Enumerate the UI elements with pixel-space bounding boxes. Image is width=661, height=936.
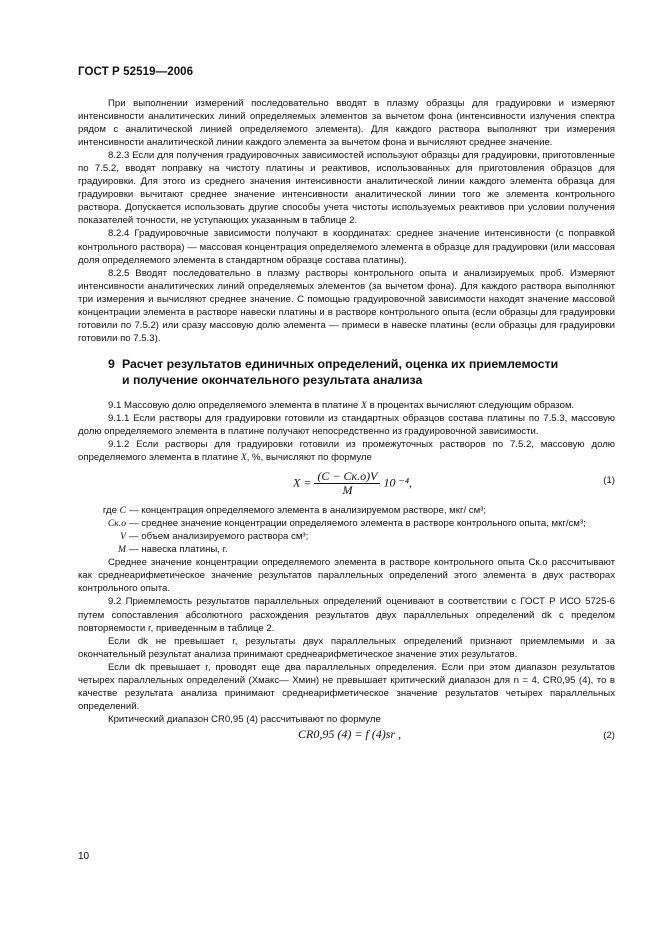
section-heading [78, 356, 615, 388]
definition-symbol [78, 517, 129, 530]
paragraph-9-1-2-text-b: , %, вычисляют по формуле [246, 452, 372, 464]
formula-1-numerator: (C − Cк.о)V [314, 470, 380, 484]
paragraph-8-2-3: 8.2.3 Если для получения градуировочных зависимостей используют образцы для градуировки, приготовленные по 7.5.2, вводят поправку на чистоту платины и реактивов, использованных для приготовления образцов для градуировки. Для этого из среднего значения интенсивности аналитической линии каждого элемента образца для градуировки вычитают среднее значение интенсивности аналитической линии того же элемента контрольного раствора. Допускается использовать другие способы учета чистоты используемых реактивов при условии получения показателей точности, не уступающих указанным в таблице 2. [78, 150, 615, 227]
definition-symbol-text: Cк.о [107, 518, 126, 530]
variable-definitions [78, 504, 615, 556]
paragraph-9-1-2-text-a: 9.1.2 Если растворы для градуировки готовили из промежуточных растворов по 7.5.2, массовую долю определяемого элемента в платине [78, 439, 615, 464]
paragraph-critical-range: Критический диапазон CR0,95 (4) рассчитывают по формуле [108, 713, 381, 725]
definition-symbol [78, 504, 129, 517]
definition-text: — навеска платины, г. [129, 544, 228, 556]
variable-x: X [361, 399, 367, 411]
page-number: 10 [78, 851, 90, 862]
formula-1-expression [293, 470, 412, 497]
paragraph-if-not-exceeds: Если dk не превышает r, результаты двух параллельных определений признают приемлемыми и за окончательный результат анализа принимают среднеарифметическое значение этих результатов. [78, 635, 615, 660]
definition-symbol [78, 530, 129, 543]
definition-row [78, 530, 615, 543]
definition-text: — среднее значение концентрации определяемого элемента в растворе контрольного опыта, мкг/см³; [129, 518, 586, 530]
formula-2 [78, 728, 615, 746]
formula-1-number: (1) [603, 475, 615, 487]
paragraph-9-1-1: 9.1.1 Если растворы для градуировки готовили из стандартных образцов состава платины по 7.5.3, массовую долю определяемого элемента в платине получают непосредственно из градуировочной зависимости. [78, 412, 615, 437]
paragraph-9-1-text-a: 9.1 Массовую долю определяемого элемента в платине [108, 399, 359, 411]
paragraph-9-2: 9.2 Приемлемость результатов параллельных определений оценивают в соответствии с ГОСТ Р ИСО 5725-6 путем сопоставления абсолютного расхождения результатов двух параллельных определений dk с пределом повторяемости r, приведенным в таблице 2. [78, 596, 615, 634]
definition-row [78, 504, 615, 517]
definition-prefix: где [102, 505, 117, 517]
document-body [78, 97, 615, 746]
formula-1-lhs: X = [293, 475, 312, 490]
definition-row [78, 543, 615, 556]
paragraph-average: Среднее значение концентрации определяемого элемента в растворе контрольного опыта Cк.о рассчитывают как среднеарифметическое значение результатов параллельных определений этого элемента в двух растворах контрольного опыта. [78, 557, 615, 595]
paragraph-9-1-2 [78, 438, 615, 464]
variable-x: X [240, 452, 247, 464]
paragraph-9-1-text-b: в процентах вычисляют следующим образом. [369, 399, 575, 411]
formula-2-expression: CR0,95 (4) = f (4)sr , [298, 726, 402, 741]
definition-symbol-text: M [118, 544, 126, 556]
section-title-line-2: и получение окончательного результата анализа [122, 372, 423, 387]
paragraph: При выполнении измерений последовательно вводят в плазму образцы для градуировки и измеряют интенсивности аналитических линий определяемых элементов за вычетом фона (интенсивности излучения спектра рядом с аналитической линией определяемого элемента). Для каждого раствора выполняют три измерения интенсивности аналитической линии каждого элемента за вычетом фона и вычисляют среднее значение. [78, 98, 615, 149]
document-header: ГОСТ Р 52519—2006 [78, 66, 194, 78]
definition-text: — концентрация определяемого элемента в анализируемом растворе, мкг/ см³; [129, 505, 487, 517]
paragraph-if-exceeds: Если dk превышает r, проводят еще два параллельных определения. Если при этом диапазон результатов четырех параллельных определений (Xмакс— Xмин) не превышает критический диапазон для n = 4, CR0,95 (4), то в качестве результата анализа принимают среднеарифметическое значение результатов четырех параллельных определений. [78, 661, 615, 712]
formula-1-tail: 10 ⁻⁴, [383, 475, 412, 490]
definition-row [78, 517, 615, 530]
definition-symbol [78, 543, 129, 556]
formula-1-denominator: M [342, 483, 353, 498]
formula-1-fraction [314, 470, 380, 497]
section-number: 9 [108, 356, 115, 371]
formula-1 [78, 468, 615, 498]
paragraph-9-1 [78, 399, 615, 412]
definition-symbol-text: C [119, 505, 126, 517]
definition-text: — объем анализируемого раствора см³; [129, 531, 309, 543]
definition-symbol-text: V [120, 531, 126, 543]
section-title-line-1: Расчет результатов единичных определений, оценка их приемлемости [122, 356, 559, 371]
paragraph-8-2-5: 8.2.5 Вводят последовательно в плазму растворы контрольного опыта и анализируемых проб. Измеряют интенсивности аналитических линий определяемых элементов (за вычетом фона). Для каждого раствора выполняют три измерения и вычисляют среднее значение. С помощью градуировочной зависимости находят значение массовой концентрации элемента в растворе навески платины и в растворе контрольного опыта (если образцы для градуировки готовили по 7.5.2) или сразу массовую долю элемента — примеси в навеске платины (если образцы для градуировки готовили по 7.5.3). [78, 267, 615, 344]
paragraph-8-2-4: 8.2.4 Градуировочные зависимости получают в координатах: среднее значение интенсивности (с поправкой контрольного раствора) — массовая концентрация определяемого элемента в образце для градуировки (или массовая доля определяемого элемента в стандартном образце состава платины). [78, 228, 615, 266]
formula-2-number: (2) [603, 729, 615, 741]
